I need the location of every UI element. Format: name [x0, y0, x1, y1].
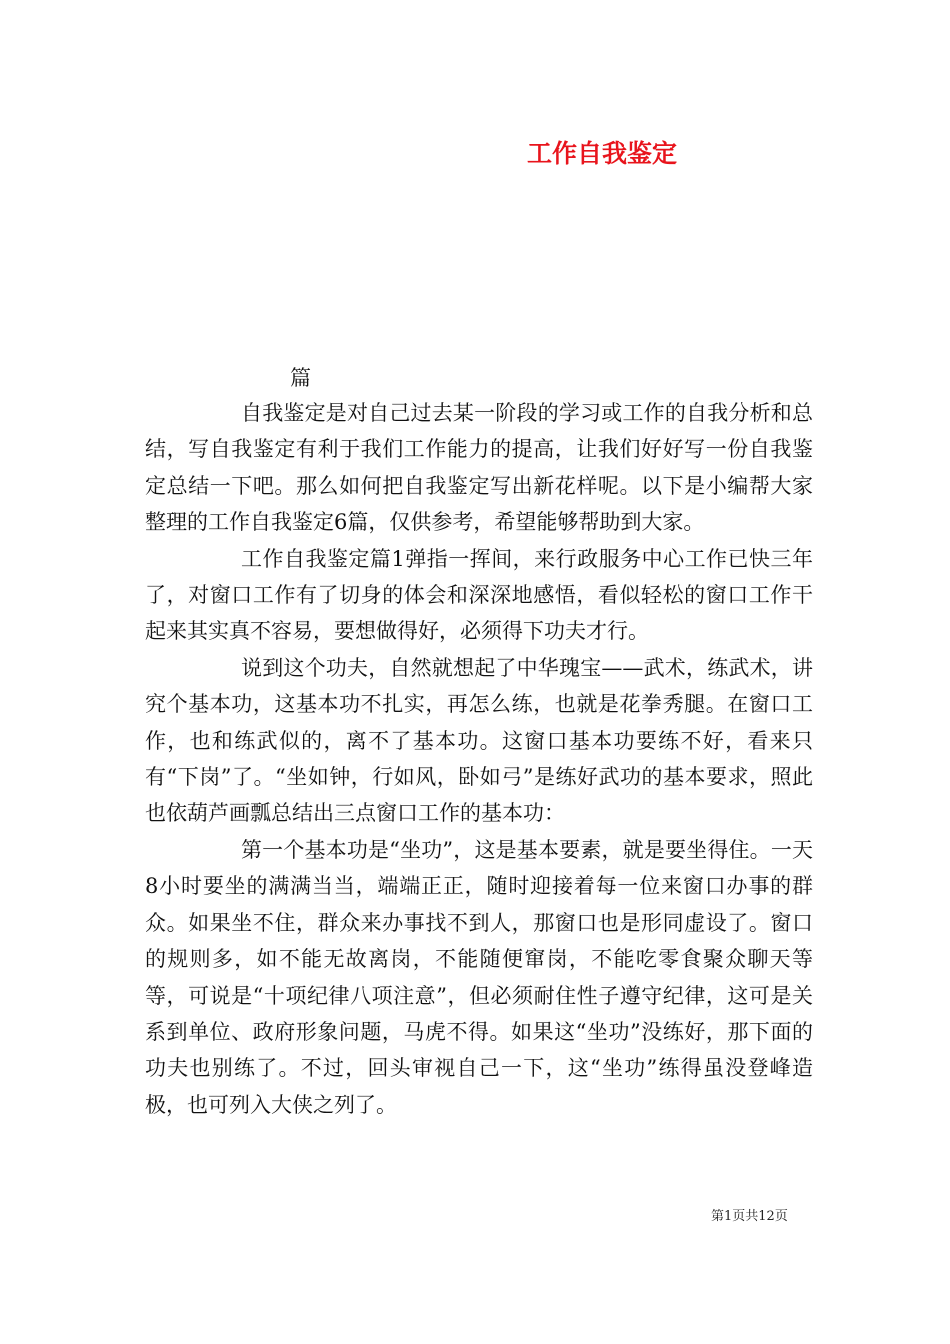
document-body	[145, 395, 813, 1123]
paragraph-2: 说到这个功夫，自然就想起了中华瑰宝——武术，练武术，讲究个基本功，这基本功不扎实，再怎么练，也就是花拳秀腿。在窗口工作，也和练武似的，离不了基本功。这窗口基本功要练不好，看来只有“下岗”了。“坐如钟，行如风，卧如弓”是练好武功的基本要求，照此也依葫芦画瓢总结出三点窗口工作的基本功：	[145, 655, 813, 826]
paragraph-1: 工作自我鉴定篇1弹指一挥间，来行政服务中心工作已快三年了，对窗口工作有了切身的体会和深深地感悟，看似轻松的窗口工作干起来其实真不容易，要想做得好，必须得下功夫才行。	[145, 546, 813, 644]
paragraph-intro: 自我鉴定是对自己过去某一阶段的学习或工作的自我分析和总结，写自我鉴定有利于我们工作能力的提高，让我们好好写一份自我鉴定总结一下吧。那么如何把自我鉴定写出新花样呢。以下是小编帮大家整理的工作自我鉴定6篇，仅供参考，希望能够帮助到大家。	[145, 401, 813, 535]
page-footer: 第1页共12页	[711, 1209, 788, 1224]
section-marker: 篇	[290, 366, 311, 390]
paragraph-3: 第一个基本功是“坐功”，这是基本要素，就是要坐得住。一天8小时要坐的满满当当，端端正正，随时迎接着每一位来窗口办事的群众。如果坐不住，群众来办事找不到人，那窗口也是形同虚设了。窗口的规则多，如不能无故离岗，不能随便窜岗，不能吃零食聚众聊天等等，可说是“十项纪律八项注意”，但必须耐住性子遵守纪律，这可是关系到单位、政府形象问题，马虎不得。如果这“坐功”没练好，那下面的功夫也别练了。不过，回头审视自己一下，这“坐功”练得虽没登峰造极，也可列入大侠之列了。	[145, 837, 813, 1117]
document-title: 工作自我鉴定	[527, 139, 678, 168]
